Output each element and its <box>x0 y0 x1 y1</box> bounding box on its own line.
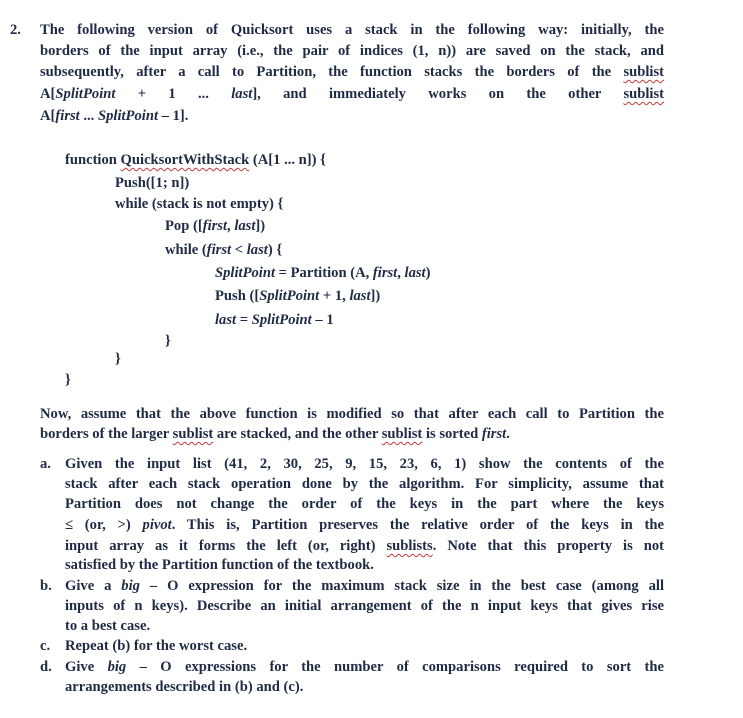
code-function-header: function QuicksortWithStack (A[1 ... n]) { <box>65 152 326 168</box>
code-pop: Pop ([first, last]) <box>165 218 266 234</box>
code-push-initial: Push([1; n]) <box>115 175 190 191</box>
modification-line-2: borders of the larger sublist are stacked, and the other sublist is sorted first. <box>40 426 510 442</box>
question-a-line-5: input array as it forms the left (or, right) sublists. Note that this property is not <box>65 538 665 554</box>
question-b-line-3: to a best case. <box>65 618 151 634</box>
code-close-inner: } <box>165 333 171 349</box>
question-b-line-1: Give a big – O expression for the maximum stack size in the best case (among all <box>65 578 664 594</box>
modification-line-1: Now, assume that the above function is modified so that after each call to Partition the <box>40 406 664 422</box>
question-b-label: b. <box>40 578 52 594</box>
question-a-line-1: Given the input list (41, 2, 30, 25, 9, 15, 23, 6, 1) show the contents of the <box>65 456 664 472</box>
intro-line-5: A[first ... SplitPoint – 1]. <box>40 108 189 124</box>
question-a-line-4: ≤ (or, >) pivot. This is, Partition preserves the relative order of the keys in the <box>65 517 664 533</box>
intro-line-3: subsequently, after a call to Partition, the function stacks the borders of the sublist <box>40 64 664 80</box>
intro-line-1: The following version of Quicksort uses a stack in the following way: initially, the <box>40 22 664 38</box>
intro-line-4: A[SplitPoint + 1 ... last], and immediately works on the other sublist <box>40 86 664 102</box>
question-c-line-1: Repeat (b) for the worst case. <box>65 638 248 654</box>
code-last-assign: last = SplitPoint – 1 <box>215 312 334 328</box>
question-a-line-3: Partition does not change the order of the keys in the part where the keys <box>65 496 664 512</box>
code-inner-while: while (first < last) { <box>165 242 283 258</box>
code-close-outer: } <box>115 351 121 367</box>
question-a-label: a. <box>40 456 51 472</box>
problem-number: 2. <box>10 22 21 38</box>
question-a-line-2: stack after each stack operation done by the algorithm. For simplicity, assume that <box>65 476 664 492</box>
question-b-line-2: inputs of n keys). Describe an initial arrangement of the n input keys that gives rise <box>65 598 664 614</box>
question-d-line-1: Give big – O expressions for the number of comparisons required to sort the <box>65 659 664 675</box>
code-push-split: Push ([SplitPoint + 1, last]) <box>215 288 381 304</box>
code-outer-while: while (stack is not empty) { <box>115 196 284 212</box>
intro-line-2: borders of the input array (i.e., the pair of indices (1, n)) are saved on the stack, and <box>40 43 664 59</box>
code-partition-call: SplitPoint = Partition (A, first, last) <box>215 265 431 281</box>
question-c-label: c. <box>40 638 51 654</box>
question-d-label: d. <box>40 659 52 675</box>
question-d-line-2: arrangements described in (b) and (c). <box>65 679 304 695</box>
code-close-function: } <box>65 372 71 388</box>
question-a-line-6: satisfied by the Partition function of the textbook. <box>65 557 374 573</box>
